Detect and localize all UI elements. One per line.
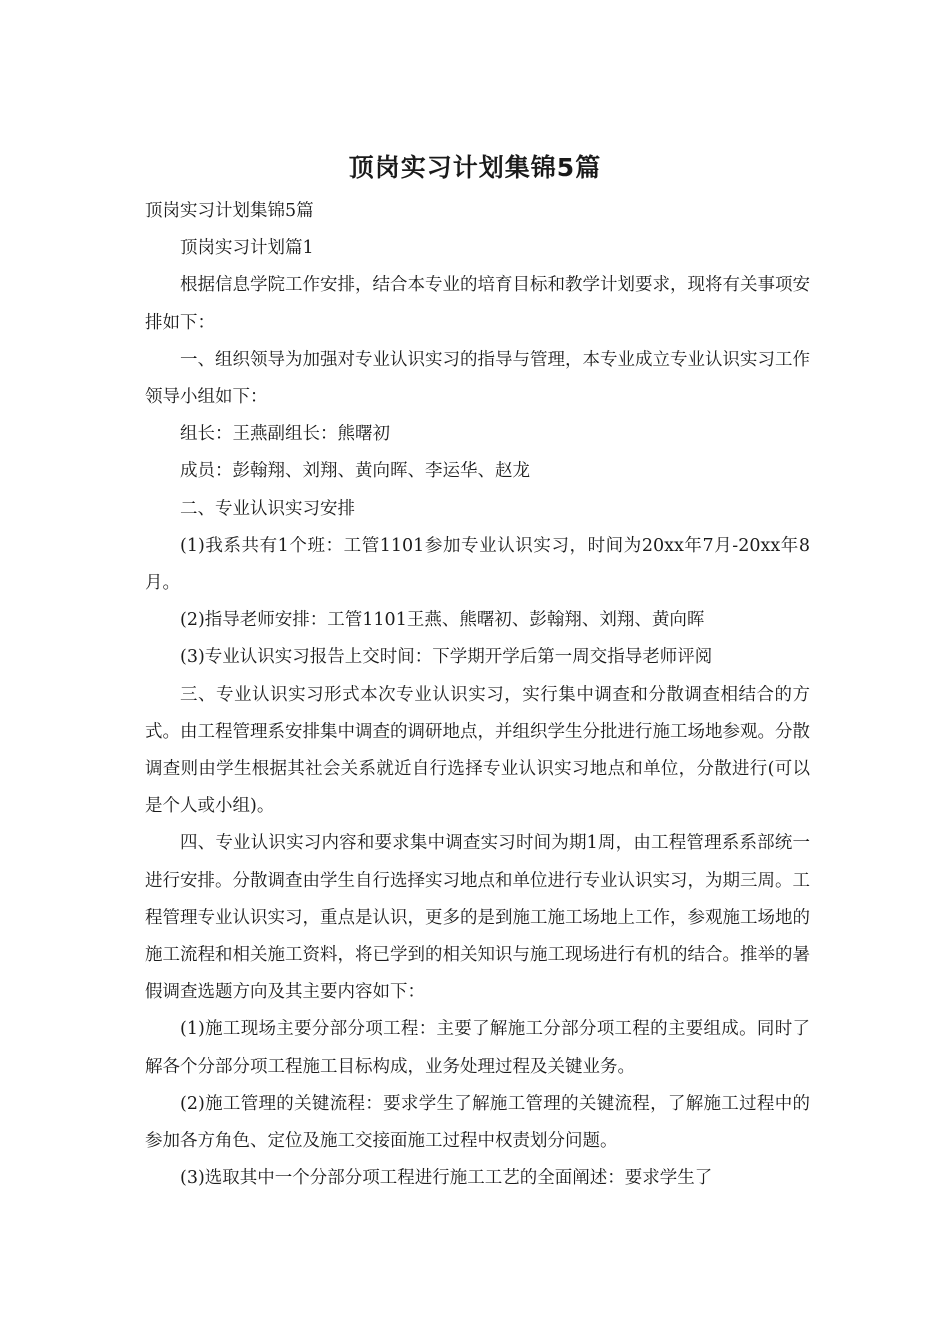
paragraph: (2)施工管理的关键流程：要求学生了解施工管理的关键流程，了解施工过程中的参加各方角色、定位及施工交接面施工过程中权责划分问题。 — [145, 1093, 810, 1152]
paragraph: 三、专业认识实习形式本次专业认识实习，实行集中调查和分散调查相结合的方式。由工程管理系安排集中调查的调研地点，并组织学生分批进行施工场地参观。分散调查则由学生根据其社会关系就近自行选择专业认识实习地点和单位，分散进行(可以是个人或小组)。 — [145, 684, 810, 817]
document-body — [145, 193, 810, 1197]
paragraph: (3)专业认识实习报告上交时间：下学期开学后第一周交指导老师评阅 — [180, 647, 713, 668]
paragraph: (1)施工现场主要分部分项工程：主要了解施工分部分项工程的主要组成。同时了解各个分部分项工程施工目标构成，业务处理过程及关键业务。 — [145, 1019, 810, 1077]
section-heading: 顶岗实习计划篇1 — [180, 238, 314, 259]
paragraph: 一、组织领导为加强对专业认识实习的指导与管理，本专业成立专业认识实习工作领导小组如下： — [145, 349, 810, 408]
paragraph: 四、专业认识实习内容和要求集中调查实习时间为期1周，由工程管理系系部统一进行安排。分散调查由学生自行选择实习地点和单位进行专业认识实习，为期三周。工程管理专业认识实习，重点是认识，更多的是到施工施工场地上工作，参观施工场地的施工流程和相关施工资料，将已学到的相关知识与施工现场进行有机的结合。推举的暑假调查选题方向及其主要内容如下： — [145, 833, 810, 1003]
paragraph: (1)我系共有1个班：工管1101参加专业认识实习，时间为20xx年7月-20xx年8月。 — [145, 535, 810, 594]
paragraph: 根据信息学院工作安排，结合本专业的培育目标和教学计划要求，现将有关事项安排如下： — [145, 275, 810, 333]
paragraph: (3)选取其中一个分部分项工程进行施工工艺的全面阐述：要求学生了 — [180, 1168, 713, 1189]
subtitle-line: 顶岗实习计划集锦5篇 — [145, 201, 314, 221]
document-title: 顶岗实习计划集锦5篇 — [348, 153, 602, 182]
paragraph: 成员：彭翰翔、刘翔、黄向晖、李运华、赵龙 — [180, 461, 530, 482]
paragraph: 二、专业认识实习安排 — [180, 498, 355, 519]
paragraph: (2)指导老师安排：工管1101王燕、熊曙初、彭翰翔、刘翔、黄向晖 — [180, 610, 705, 631]
paragraph: 组长：王燕副组长：熊曙初 — [180, 424, 390, 445]
